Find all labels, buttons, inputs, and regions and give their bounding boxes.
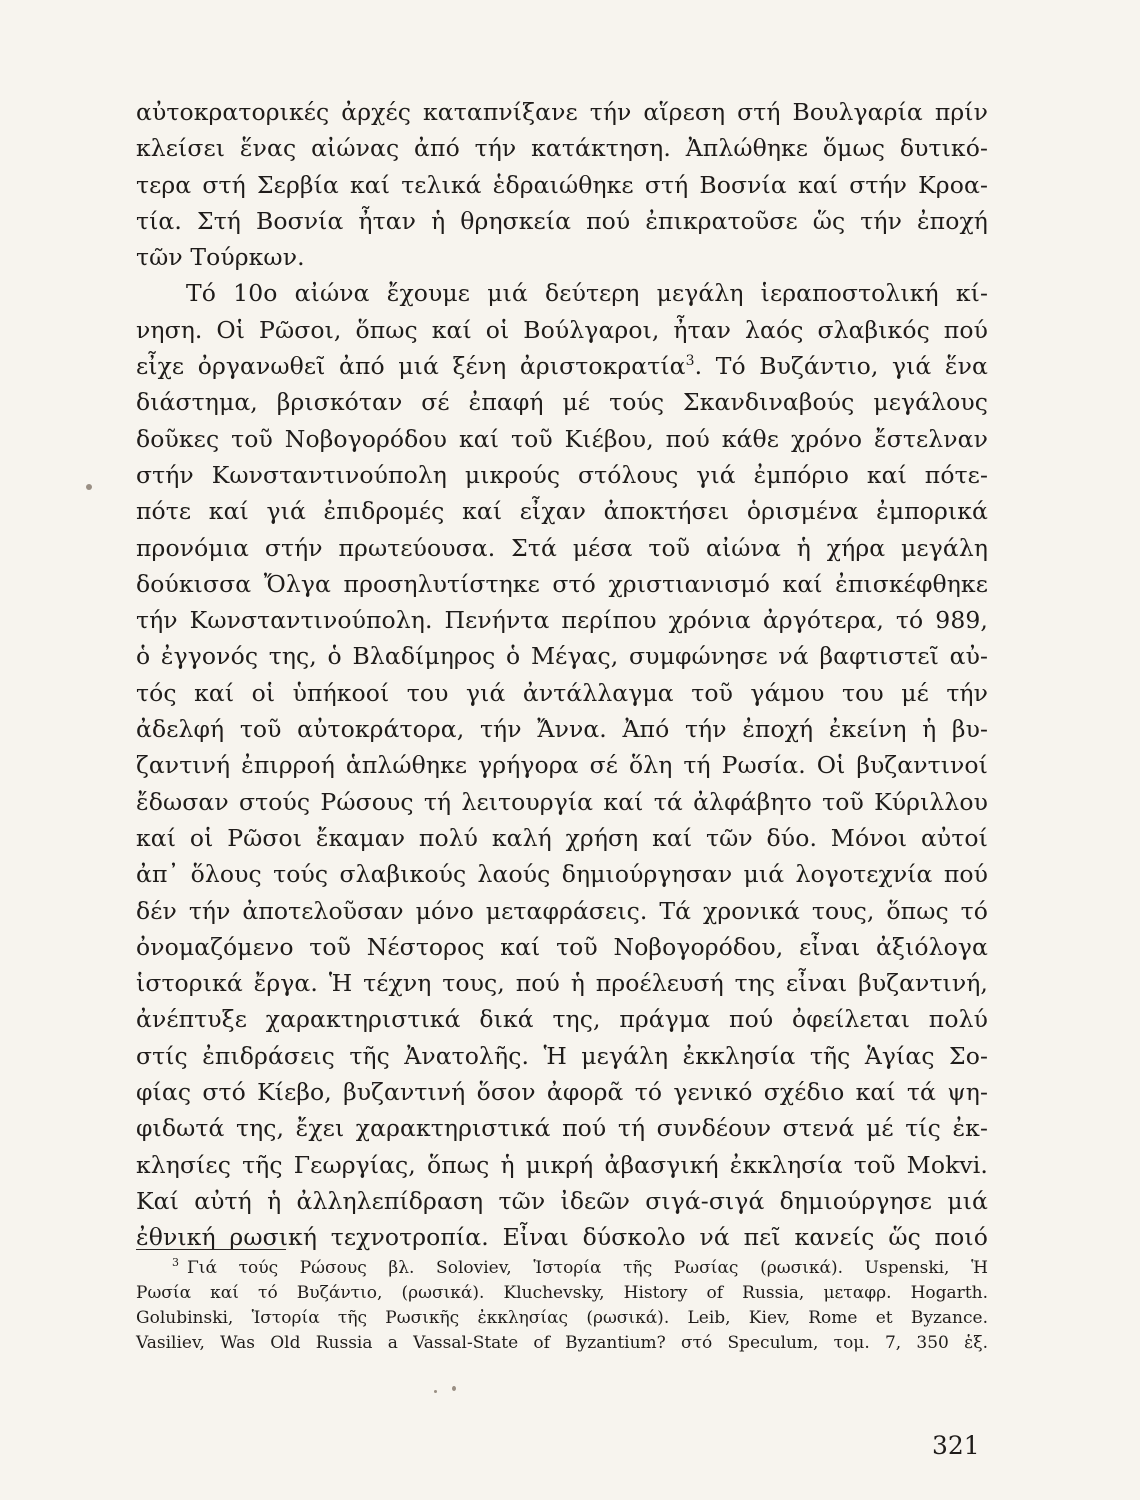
text-line: ἔδωσαν στούς Ρώσους τή λειτουργία καί τά ἀλφάβητο τοῦ Κύριλλου xyxy=(136,787,988,816)
footnotes xyxy=(136,1256,988,1356)
text-line: δέν τήν ἀποτελοῦσαν μόνο μεταφράσεις. Τά χρονικά τους, ὅπως τό xyxy=(136,896,988,925)
footnote-text: Γιά τούς Ρώσους βλ. Soloviev, Ἱστορία τῆς Ρωσίας (ρωσικά). Uspenski, Ἡ xyxy=(187,1258,988,1278)
scan-speck xyxy=(452,1386,456,1391)
footnote-line: Ρωσία καί τό Βυζάντιο, (ρωσικά). Kluchevsky, History of Russia, μεταφρ. Hogarth. xyxy=(136,1283,988,1303)
text-line: προνόμια στήν πρωτεύουσα. Στά μέσα τοῦ αἰώνα ἡ χήρα μεγάλη xyxy=(136,533,988,562)
footnote-divider xyxy=(136,1249,286,1250)
text-line: πότε καί γιά ἐπιδρομές καί εἶχαν ἀποκτήσει ὁρισμένα ἐμπορικά xyxy=(136,497,988,526)
text-line: τήν Κωνσταντινούπολη. Πενήντα περίπου χρόνια ἀργότερα, τό 989, xyxy=(136,606,988,635)
text-line: δούκισσα Ὄλγα προσηλυτίστηκε στό χριστιανισμό καί ἐπισκέφθηκε xyxy=(136,569,988,598)
text-line: φιδωτά της, ἔχει χαρακτηριστικά πού τή συνδέουν στενά μέ τίς ἐκ- xyxy=(136,1114,988,1143)
text-line: τός καί οἱ ὑπήκοοί του γιά ἀντάλλαγμα τοῦ γάμου του μέ τήν xyxy=(136,678,988,707)
text-line: ἀπ᾽ ὅλους τούς σλαβικούς λαούς δημιούργησαν μιά λογοτεχνία πού xyxy=(136,860,988,889)
text-line: ἐθνική ρωσική τεχνοτροπία. Εἶναι δύσκολο νά πεῖ κανείς ὥς ποιό xyxy=(136,1223,988,1252)
text-line: δοῦκες τοῦ Νοβογορόδου καί τοῦ Κιέβου, πού κάθε χρόνο ἔστελναν xyxy=(136,424,988,453)
text-line: τερα στή Σερβία καί τελικά ἑδραιώθηκε στή Βοσνία καί στήν Κροα- xyxy=(136,170,988,199)
footnote-mark: 3 xyxy=(172,1256,179,1269)
text-line: ἀνέπτυξε χαρακτηριστικά δικά της, πράγμα πού ὀφείλεται πολύ xyxy=(136,1005,988,1034)
text-segment: εἶχε ὀργανωθεῖ ἀπό μιά ξένη ἀριστοκρατία xyxy=(136,352,686,381)
text-line: κλησίες τῆς Γεωργίας, ὅπως ἡ μικρή ἀβασγική ἐκκλησία τοῦ Mokvi. xyxy=(136,1150,988,1179)
text-line: κλείσει ἕνας αἰώνας ἀπό τήν κατάκτηση. Ἀπλώθηκε ὅμως δυτικό- xyxy=(136,134,988,163)
text-line: φίας στό Κίεβο, βυζαντινή ὅσον ἀφορᾶ τό γενικό σχέδιο καί τά ψη- xyxy=(136,1078,988,1107)
text-line: νηση. Οἱ Ρῶσοι, ὅπως καί οἱ Βούλγαροι, ἦταν λαός σλαβικός πού xyxy=(136,315,988,344)
footnote-line xyxy=(136,1256,988,1281)
footnote-reference: 3 xyxy=(685,353,695,370)
paragraph-first-line: Τό 10ο αἰώνα ἔχουμε μιά δεύτερη μεγάλη ἱεραποστολική κί- xyxy=(186,279,988,308)
text-line: ἱστορικά ἔργα. Ἡ τέχνη τους, πού ἡ προέλευσή της εἶναι βυζαντινή, xyxy=(136,969,988,998)
text-segment: . Τό Βυζάντιο, γιά ἕνα xyxy=(694,352,988,381)
footnote-line: Golubinski, Ἱστορία τῆς Ρωσικῆς ἐκκλησίας (ρωσικά). Leib, Kiev, Rome et Byzance. xyxy=(136,1308,988,1328)
text-line: αὐτοκρατορικές ἀρχές καταπνίξανε τήν αἵρεση στή Βουλγαρία πρίν xyxy=(136,98,988,126)
text-line: τία. Στή Βοσνία ἦταν ἡ θρησκεία πού ἐπικρατοῦσε ὥς τήν ἐποχή xyxy=(136,206,988,235)
text-line: ὁ ἐγγονός της, ὁ Βλαδίμηρος ὁ Μέγας, συμφώνησε νά βαφτιστεῖ αὐ- xyxy=(136,642,988,671)
text-line: ὀνομαζόμενο τοῦ Νέστορος καί τοῦ Νοβογορόδου, εἶναι ἀξιόλογα xyxy=(136,932,988,961)
text-line-with-footnote-ref xyxy=(136,348,988,384)
text-line: καί οἱ Ρῶσοι ἔκαμαν πολύ καλή χρήση καί τῶν δύο. Μόνοι αὐτοί xyxy=(136,823,988,852)
body-text xyxy=(136,94,988,1256)
page-number: 321 xyxy=(932,1431,980,1460)
text-line: διάστημα, βρισκόταν σέ ἐπαφή μέ τούς Σκανδιναβούς μεγάλους xyxy=(136,388,988,417)
text-line: ἀδελφή τοῦ αὐτοκράτορα, τήν Ἄννα. Ἀπό τήν ἐποχή ἐκείνη ἡ βυ- xyxy=(136,715,988,744)
text-line: ζαντινή ἐπιρροή ἁπλώθηκε γρήγορα σέ ὅλη τή Ρωσία. Οἱ βυζαντινοί xyxy=(136,751,988,780)
text-line: στήν Κωνσταντινούπολη μικρούς στόλους γιά ἐμπόριο καί πότε- xyxy=(136,460,988,489)
text-line: στίς ἐπιδράσεις τῆς Ἀνατολῆς. Ἡ μεγάλη ἐκκλησία τῆς Ἁγίας Σο- xyxy=(136,1041,988,1070)
text-line: Καί αὐτή ἡ ἀλληλεπίδραση τῶν ἰδεῶν σιγά-σιγά δημιούργησε μιά xyxy=(136,1186,988,1215)
scan-speck xyxy=(86,484,92,490)
scan-speck xyxy=(434,1390,437,1393)
text-line: τῶν Τούρκων. xyxy=(136,243,305,272)
footnote-line: Vasiliev, Was Old Russia a Vassal-State of Byzantium? στό Speculum, τομ. 7, 350 ἑξ. xyxy=(136,1333,988,1353)
